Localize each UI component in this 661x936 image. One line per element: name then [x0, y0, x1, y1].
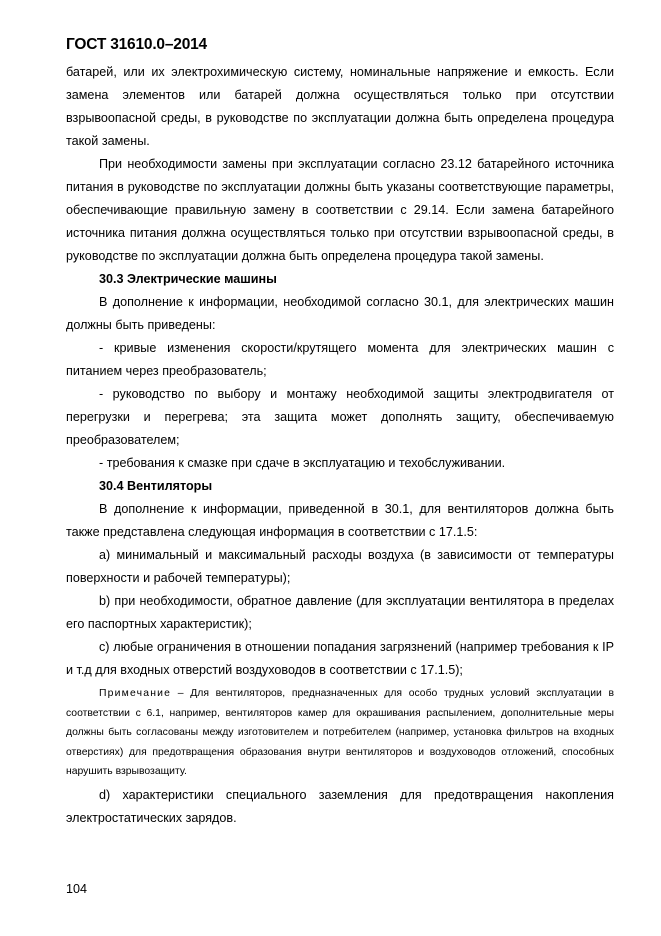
- section-heading: 30.3 Электрические машины: [99, 272, 277, 286]
- paragraph: При необходимости замены при эксплуатации согласно 23.12 батарейного источника питания в руководстве по эксплуатации должны быть указаны соответствующие параметры, обеспечивающие правильную замену в соответствии с 29.14. Если замена батарейного источника питания должна осуществляться только при отсутствии взрывоопасной среды, в руководстве по эксплуатации должна быть определена процедура такой замены.: [66, 157, 614, 263]
- page-number: 104: [66, 882, 88, 896]
- list-item: - кривые изменения скорости/крутящего момента для электрических машин с питанием через преобразователь;: [66, 341, 614, 378]
- document-body: [66, 61, 614, 830]
- paragraph: В дополнение к информации, приведенной в 30.1, для вентиляторов должна быть также представлена следующая информация в соответствии с 17.1.5:: [66, 502, 614, 539]
- note: [66, 684, 614, 782]
- note-text: – Для вентиляторов, предназначенных для особо трудных условий эксплуатации в соответствии с 6.1, например, вентиляторов камер для окрашивания распылением, дополнительные меры должны быть согласованы между изготовителем и потребителем (например, установка фильтров на входных отверстиях) для предотвращения образования внутри вентиляторов и воздуховодов отложений, способных нарушить взрывозащиту.: [66, 688, 614, 777]
- document-header: ГОСТ 31610.0–2014: [66, 36, 207, 53]
- list-item: d) характеристики специального заземления для предотвращения накопления электростатических зарядов.: [66, 787, 614, 825]
- list-item: b) при необходимости, обратное давление (для эксплуатации вентилятора в пределах его паспортных характеристик);: [66, 594, 614, 631]
- list-item: - руководство по выбору и монтажу необходимой защиты электродвигателя от перегрузки и перегрева; эта защита может дополнять защиту, обеспечиваемую преобразователем;: [66, 387, 614, 447]
- list-item: c) любые ограничения в отношении попадания загрязнений (например требования к IP и т.д для входных отверстий воздуховодов в соответствии с 17.1.5);: [66, 640, 614, 677]
- note-label: Примечание: [99, 688, 172, 699]
- paragraph: В дополнение к информации, необходимой согласно 30.1, для электрических машин должны быть приведены:: [66, 295, 614, 332]
- section-heading: 30.4 Вентиляторы: [99, 479, 213, 493]
- list-item: a) минимальный и максимальный расходы воздуха (в зависимости от температуры поверхности и рабочей температуры);: [66, 548, 614, 585]
- list-item: - требования к смазке при сдаче в эксплуатацию и техобслуживании.: [99, 456, 506, 470]
- paragraph: батарей, или их электрохимическую систему, номинальные напряжение и емкость. Если замена элементов или батарей должна осуществляться только при отсутствии взрывоопасной среды, в руководстве по эксплуатации должна быть определена процедура такой замены.: [66, 65, 614, 148]
